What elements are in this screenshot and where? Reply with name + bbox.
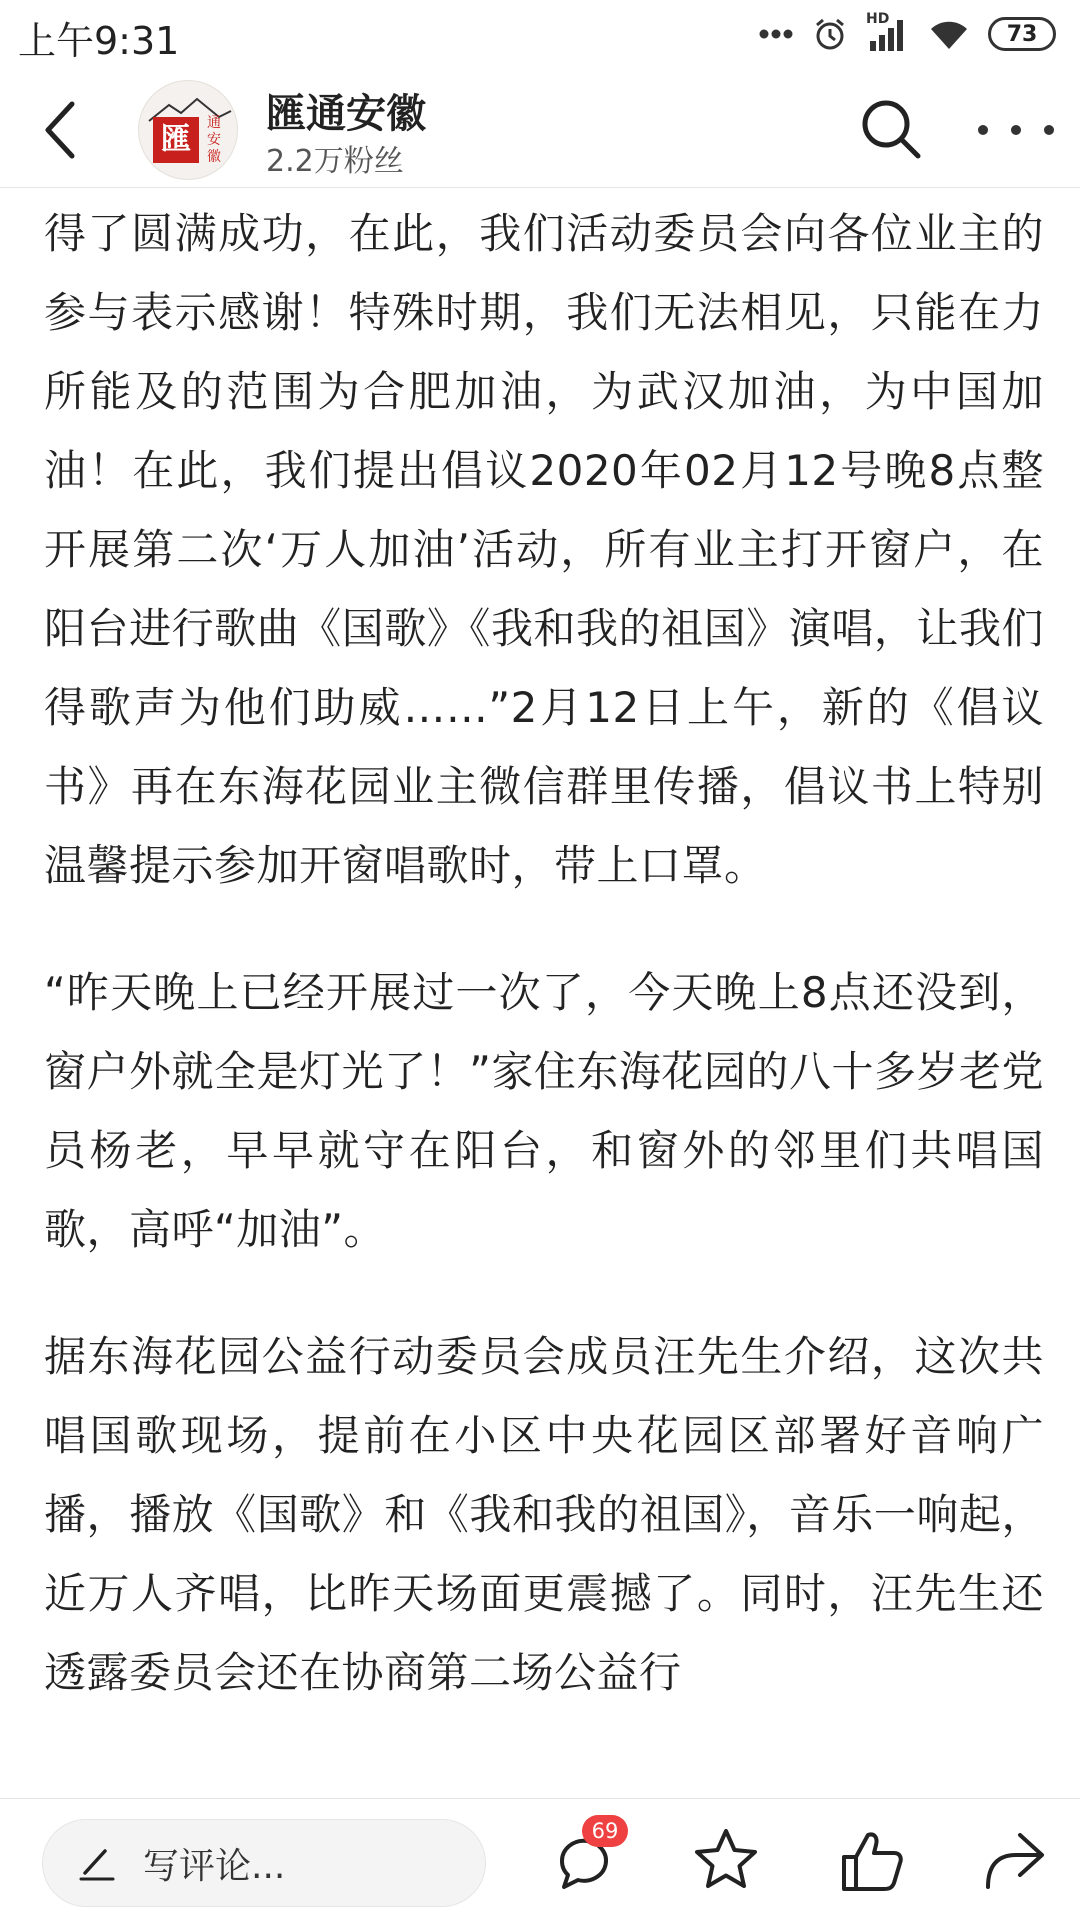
follower-count: 2.2万粉丝: [266, 144, 404, 179]
like-button[interactable]: [834, 1823, 910, 1899]
more-icon-dot: [978, 125, 988, 135]
avatar-seal: 匯: [153, 117, 199, 163]
comment-input[interactable]: [42, 1819, 486, 1907]
more-icon-dot: [1044, 125, 1054, 135]
status-time: 上午9:31: [18, 19, 180, 63]
article-paragraph: 据东海花园公益行动委员会成员汪先生介绍，这次共唱国歌现场，提前在小区中央花园区部署好音响广播，播放《国歌》和《我和我的祖国》，音乐一响起，近万人齐唱，比昨天场面更震撼了。同时，汪先生还透露委员会还在协商第二场公益行: [44, 1332, 1044, 1697]
article-paragraph: “昨天晚上已经开展过一次了，今天晚上8点还没到，窗户外就全是灯光了！”家住东海花园的八十多岁老党员杨老，早早就守在阳台，和窗外的邻里们共唱国歌，高呼“加油”。: [44, 968, 1044, 1254]
more-icon-dot: [1011, 125, 1021, 135]
more-button[interactable]: [978, 116, 1054, 144]
avatar-side-text: 通安徽: [207, 115, 221, 165]
article-body[interactable]: [44, 194, 1044, 1794]
back-arrow-icon: [34, 92, 94, 168]
status-icons: [758, 12, 1056, 56]
account-name[interactable]: 匯通安徽: [266, 91, 426, 137]
network-label: HD: [866, 11, 890, 27]
favorite-button[interactable]: [688, 1823, 764, 1899]
search-icon: [858, 96, 924, 162]
article-paragraph: 得了圆满成功，在此，我们活动委员会向各位业主的参与表示感谢！特殊时期，我们无法相见，只能在力所能及的范围为合肥加油，为武汉加油，为中国加油！在此，我们提出倡议2020年02月12号晚8点整开展第二次‘万人加油’活动，所有业主打开窗户，在阳台进行歌曲《国歌》《我和我的祖国》演唱，让我们得歌声为他们助威……”2月12日上午，新的《倡议书》再在东海花园业主微信群里传播，倡议书上特别温馨提示参加开窗唱歌时，带上口罩。: [44, 209, 1044, 890]
signal-icon: [866, 11, 910, 53]
account-avatar[interactable]: [138, 80, 238, 180]
wifi-icon: [928, 17, 970, 51]
back-button[interactable]: [34, 92, 94, 168]
comment-count-badge: 69: [582, 1815, 628, 1847]
comment-button[interactable]: [548, 1819, 624, 1899]
article-header: [0, 72, 1080, 188]
share-button[interactable]: [976, 1823, 1052, 1899]
pen-icon: [77, 1843, 117, 1883]
battery-level: 73: [1006, 21, 1038, 47]
alarm-icon: [812, 16, 848, 52]
battery-icon: [988, 17, 1056, 51]
dots-icon: [758, 28, 794, 40]
search-button[interactable]: [858, 96, 924, 162]
comment-placeholder: 写评论...: [143, 1845, 286, 1887]
status-bar: [0, 0, 1080, 70]
thumbs-up-icon: [834, 1823, 910, 1899]
share-icon: [976, 1823, 1052, 1899]
star-icon: [688, 1823, 764, 1899]
bottom-toolbar: [0, 1798, 1080, 1920]
